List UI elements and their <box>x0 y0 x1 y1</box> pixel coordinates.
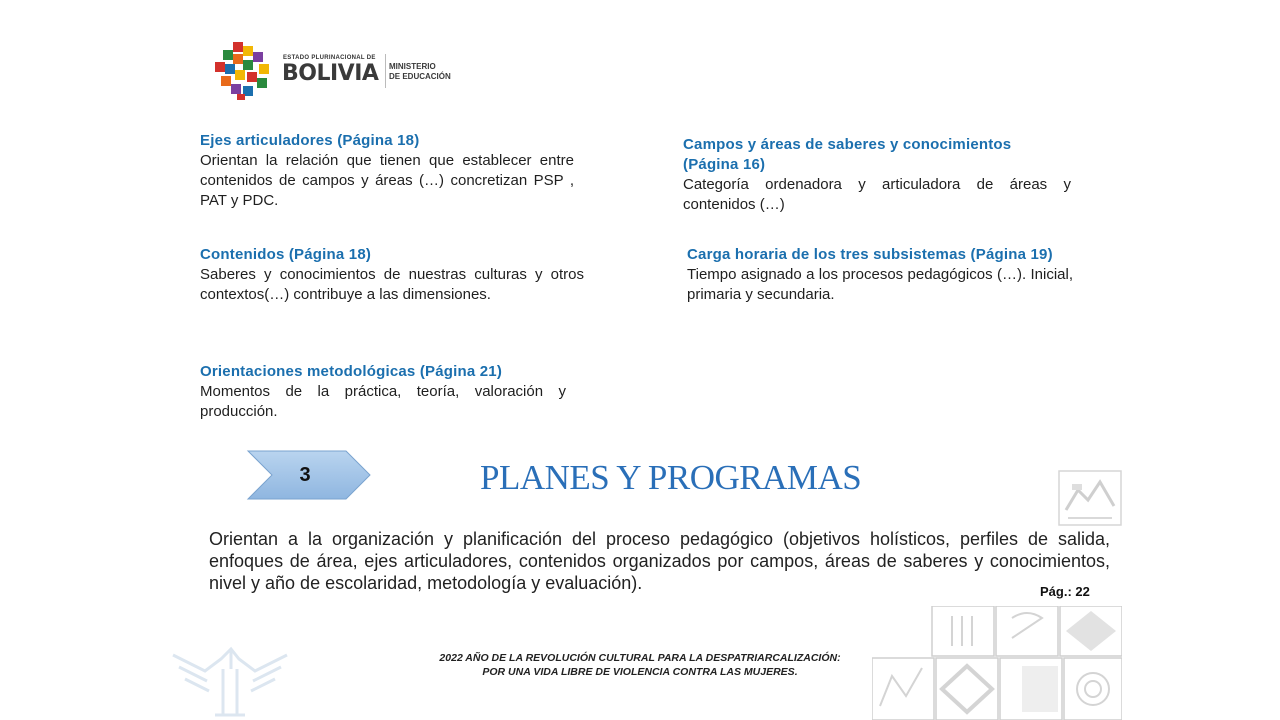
block-body: Orientan la relación que tienen que establecer entre contenidos de campos y áreas (…) concretizan PSP , PAT y PDC. <box>200 152 574 209</box>
ministry-name <box>389 62 451 82</box>
block-title: Carga horaria de los tres subsistemas (Página 19) <box>687 246 1053 263</box>
section-title: PLANES Y PROGRAMAS <box>480 458 862 497</box>
block-body: Categoría ordenadora y articuladora de áreas y contenidos (…) <box>683 176 1071 213</box>
block-title: Orientaciones metodológicas (Página 21) <box>200 363 503 380</box>
footer-line-2: POR UNA VIDA LIBRE DE VIOLENCIA CONTRA LAS MUJERES. <box>482 666 798 678</box>
block-title: Campos y áreas de saberes y conocimientos (Página 16) <box>683 136 1012 173</box>
block-body: Saberes y conocimientos de nuestras culturas y otros contextos(…) contribuye a las dimensiones. <box>200 266 584 303</box>
block-body: Tiempo asignado a los procesos pedagógicos (…). Inicial, primaria y secundaria. <box>687 266 1073 303</box>
ministry-line-2: DE EDUCACIÓN <box>389 72 451 81</box>
block-title: Contenidos (Página 18) <box>200 246 372 263</box>
condor-emblem-icon <box>165 645 295 720</box>
page-number: Pág.: 22 <box>1040 584 1090 599</box>
bolivia-emblem-icon <box>215 42 271 100</box>
block-ejes-articuladores <box>200 131 574 211</box>
logo-title: BOLIVIA <box>282 61 379 86</box>
footer-slogan <box>330 651 950 679</box>
section-number: 3 <box>299 463 311 486</box>
textile-pattern-icon <box>872 606 1122 720</box>
ministry-logo <box>215 42 465 102</box>
block-title: Ejes articuladores (Página 18) <box>200 132 420 149</box>
block-orientaciones-metodologicas <box>200 362 566 422</box>
logo-divider <box>385 54 386 88</box>
block-campos-areas <box>683 135 1071 215</box>
andean-pattern-icon <box>1058 470 1122 526</box>
ministry-line-1: MINISTERIO <box>389 62 436 71</box>
section-number-arrow <box>246 449 372 501</box>
footer-line-1: 2022 AÑO DE LA REVOLUCIÓN CULTURAL PARA LA DESPATRIARCALIZACIÓN: <box>439 652 841 664</box>
block-contenidos <box>200 245 584 305</box>
block-body: Momentos de la práctica, teoría, valoración y producción. <box>200 383 566 420</box>
logo-subtitle: ESTADO PLURINACIONAL DE <box>283 55 376 61</box>
block-carga-horaria <box>687 245 1073 305</box>
section-description: Orientan a la organización y planificación del proceso pedagógico (objetivos holísticos, perfiles de salida, enfoques de área, ejes articuladores, contenidos organizados por campos, áreas de saberes y conocimientos, nivel y año de escolaridad, metodología y evaluación). <box>209 529 1110 593</box>
